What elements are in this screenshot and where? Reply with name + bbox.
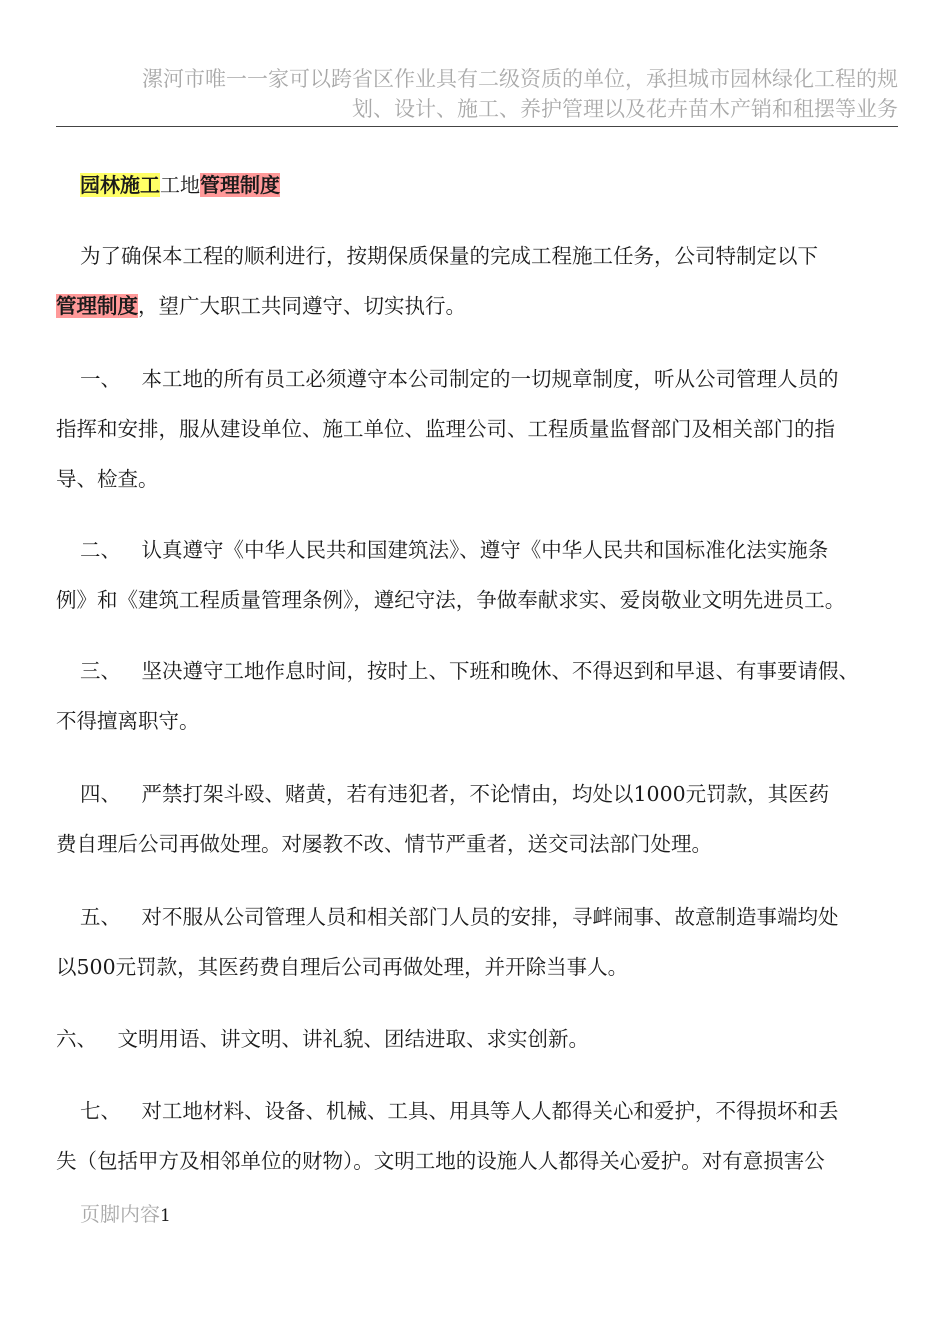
- rule-item-6: [56, 1014, 916, 1064]
- footer-text: 页脚内容: [80, 1202, 160, 1226]
- rule-text-line: 对不服从公司管理人员和相关部门人员的安排，寻衅闹事、故意制造事端均处: [141, 905, 839, 929]
- rule-text-line: 导、检查。: [56, 467, 159, 491]
- header-line-2: 划、设计、施工、养护管理以及花卉苗木产销和租摆等业务: [352, 97, 898, 121]
- intro-line-2-text: ，望广大职工共同遵守、切实执行。: [138, 294, 466, 318]
- document-title: [80, 170, 280, 200]
- rule-text-line: 指挥和安排，服从建设单位、施工单位、监理公司、工程质量监督部门及相关部门的指: [56, 417, 835, 441]
- rule-number: 四、: [80, 782, 121, 806]
- rule-text-line: 例》和《建筑工程质量管理条例》，遵纪守法，争做奉献求实、爱岗敬业文明先进员工。: [56, 588, 846, 612]
- page-footer: [80, 1198, 171, 1227]
- intro-paragraph: [56, 231, 916, 331]
- rule-number: 六、: [56, 1027, 97, 1051]
- rule-text-line: 费自理后公司再做处理。对屡教不改、情节严重者，送交司法部门处理。: [56, 832, 712, 856]
- rule-text-line: 文明用语、讲文明、讲礼貌、团结进取、求实创新。: [117, 1027, 589, 1051]
- rule-number: 三、: [80, 659, 121, 683]
- intro-highlight: 管理制度: [56, 294, 138, 318]
- title-plain: 工地: [160, 173, 200, 197]
- rule-text-line: 不得擅离职守。: [56, 709, 200, 733]
- rule-item-3: [56, 646, 916, 746]
- title-highlight-red: 管理制度: [200, 173, 280, 197]
- intro-line-2: [56, 281, 916, 331]
- rule-text-line: 严禁打架斗殴、赌黄，若有违犯者，不论情由，均处以1000元罚款，其医药: [141, 782, 830, 806]
- rule-number: 七、: [80, 1099, 121, 1123]
- page-number: 1: [160, 1206, 171, 1226]
- rule-item-2: [56, 525, 916, 625]
- title-highlight-yellow: 园林施工: [80, 173, 160, 197]
- rule-text-line: 本工地的所有员工必须遵守本公司制定的一切规章制度，听从公司管理人员的: [141, 367, 839, 391]
- page-header: [56, 64, 898, 127]
- rule-item-1: [56, 354, 916, 504]
- rule-text-line: 对工地材料、设备、机械、工具、用具等人人都得关心和爱护，不得损坏和丢: [141, 1099, 839, 1123]
- rule-text-line: 坚决遵守工地作息时间，按时上、下班和晚休、不得迟到和早退、有事要请假、: [141, 659, 859, 683]
- rule-item-4: [56, 769, 916, 869]
- rule-item-7: [56, 1086, 916, 1186]
- rule-number: 五、: [80, 905, 121, 929]
- rule-text-line: 以500元罚款，其医药费自理后公司再做处理，并开除当事人。: [56, 955, 629, 979]
- rule-number: 二、: [80, 538, 121, 562]
- rule-text-line: 失（包括甲方及相邻单位的财物）。文明工地的设施人人都得关心爱护。对有意损害公: [56, 1149, 825, 1173]
- intro-line-1: 为了确保本工程的顺利进行，按期保质保量的完成工程施工任务，公司特制定以下: [80, 244, 818, 268]
- rule-item-5: [56, 892, 916, 992]
- rule-text-line: 认真遵守《中华人民共和国建筑法》、遵守《中华人民共和国标准化法实施条: [141, 538, 829, 562]
- header-line-1: 漯河市唯一一家可以跨省区作业具有二级资质的单位，承担城市园林绿化工程的规: [142, 67, 898, 91]
- rule-number: 一、: [80, 367, 121, 391]
